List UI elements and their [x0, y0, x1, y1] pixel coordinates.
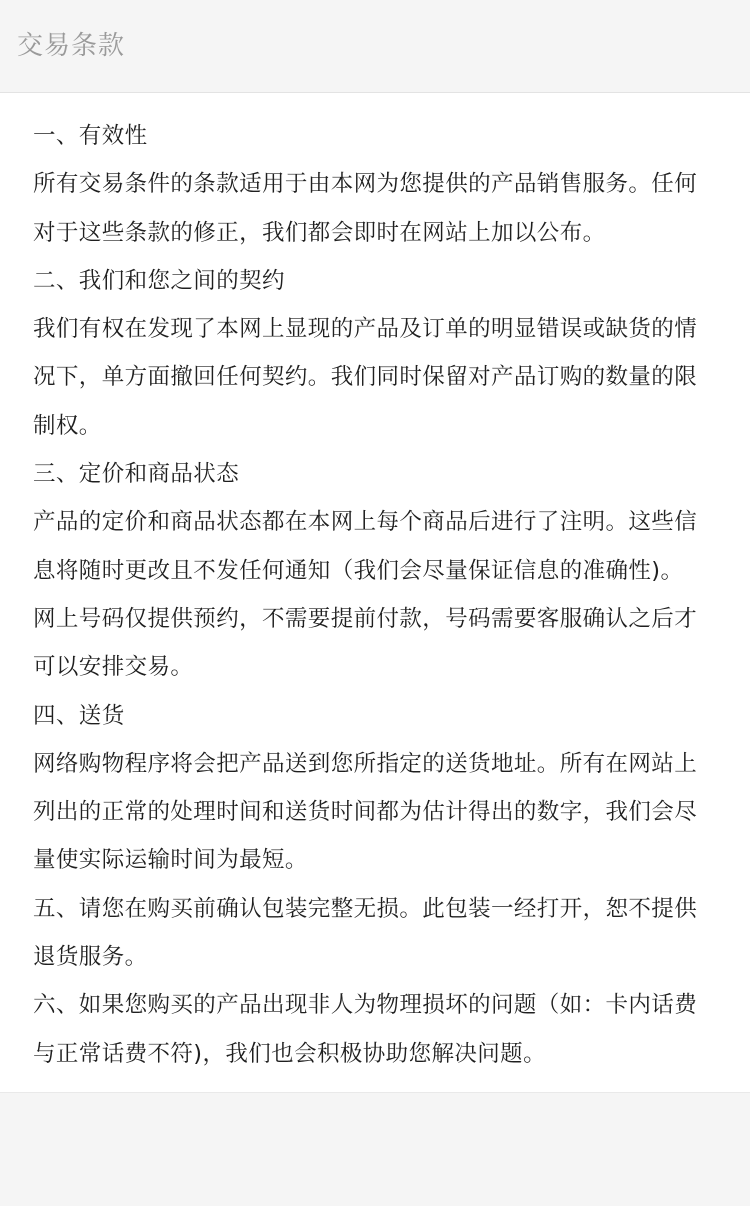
page-title: 交易条款	[17, 31, 126, 61]
section-text-validity: 所有交易条件的条款适用于由本网为您提供的产品销售服务。任何对于这些条款的修正，我们都会即时在网站上加以公布。	[33, 171, 698, 246]
section-heading-validity: 一、有效性	[33, 123, 148, 149]
section-text-contract: 我们有权在发现了本网上显现的产品及订单的明显错误或缺货的情况下，单方面撤回任何契约。我们同时保留对产品订购的数量的限制权。	[33, 316, 698, 439]
section-packaging: 五、请您在购买前确认包装完整无损。此包装一经打开，恕不提供退货服务。	[33, 895, 698, 971]
section-damage: 六、如果您购买的产品出现非人为物理损坏的问题（如：卡内话费与正常话费不符)，我们也会积极协助您解决问题。	[33, 992, 698, 1067]
page-header	[0, 0, 750, 93]
section-heading-delivery: 四、送货	[33, 702, 125, 729]
section-text-delivery: 网络购物程序将会把产品送到您所指定的送货地址。所有在网站上列出的正常的处理时间和送货时间都为估计得出的数字，我们会尽量使实际运输时间为最短。	[33, 750, 698, 874]
section-text-pricing: 产品的定价和商品状态都在本网上每个商品后进行了注明。这些信息将随时更改且不发任何通知（我们会尽量保证信息的准确性)。网上号码仅提供预约，不需要提前付款，号码需要客服确认之后才可以安排交易。	[33, 509, 698, 681]
footer-blank-area	[0, 1093, 750, 1206]
section-heading-pricing: 三、定价和商品状态	[33, 461, 240, 488]
terms-content	[0, 93, 750, 1093]
section-heading-contract: 二、我们和您之间的契约	[33, 267, 285, 294]
